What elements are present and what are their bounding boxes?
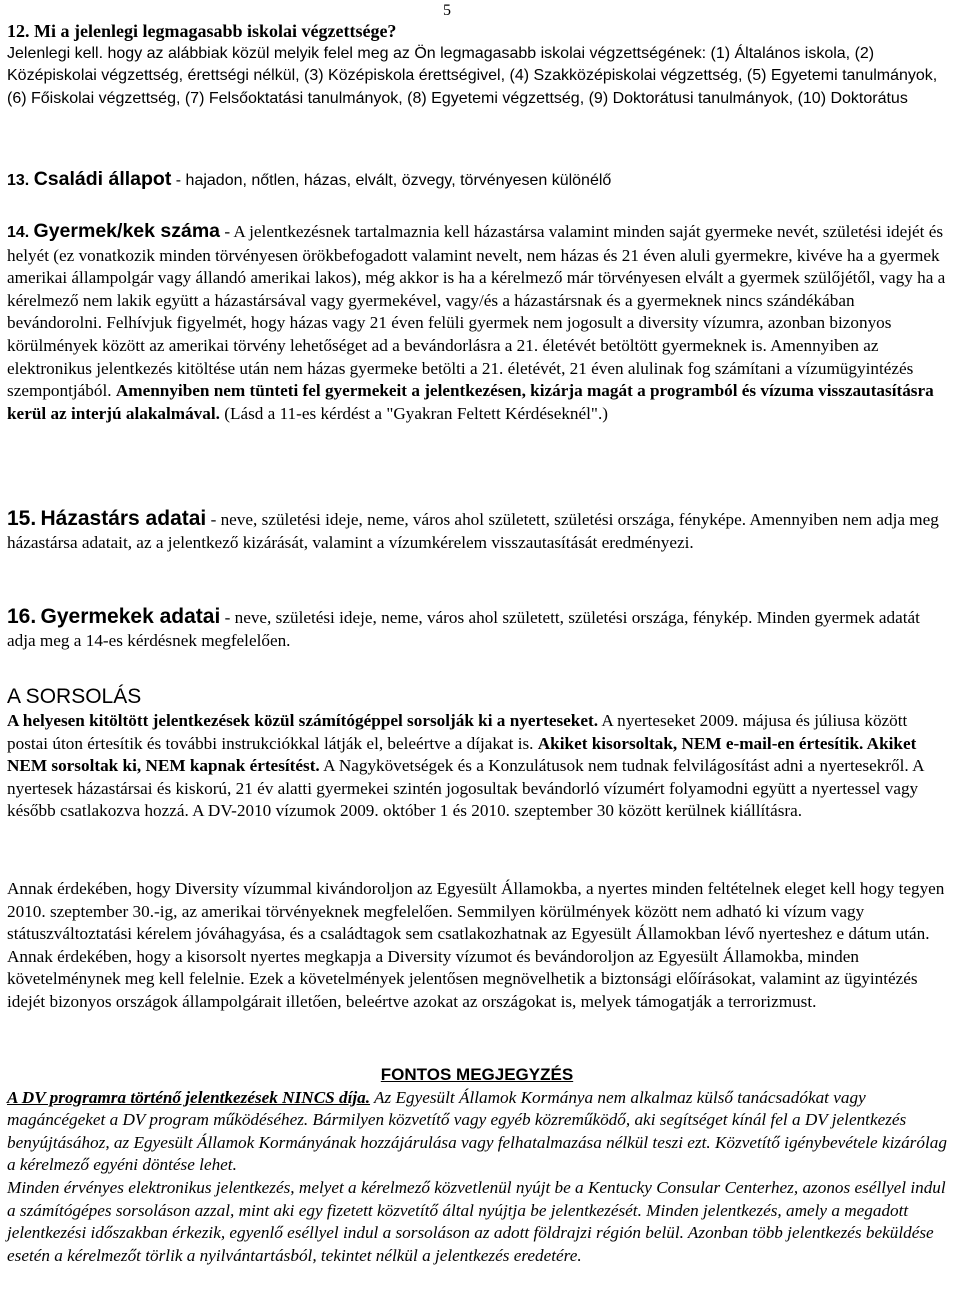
question-14-number: 14.	[7, 224, 30, 241]
question-16-title: Gyermekek adatai	[40, 605, 221, 628]
lottery-section	[7, 684, 947, 823]
important-note-heading: FONTOS MEGJEGYZÉS	[380, 1065, 574, 1084]
lottery-heading: A SORSOLÁS	[7, 685, 142, 708]
important-note-lead: A DV programra történő jelentkezések NINCS díja.	[7, 1087, 371, 1107]
question-15-body: - neve, születési ideje, neme, város ahol született, születési országa, fényképe. Amennyiben nem adja meg házastársa adatait, az a jelentkező kizárását, valamint a vízumkérelem visszautasítását eredményezi.	[7, 510, 939, 552]
important-note-text-2: Minden érvényes elektronikus jelentkezés, melyet a kérelmező közvetlenül nyújt be a Kentucky Consular Centerhez, azonos eséllyel indul a számítógépes sorsoláson azzal, mint aki egy fizetett közvetítő által nyújtja be jelentkezését. Minden jelentkezés, amely a megadott jelentkezési időszakban érkezik, egyenlő eséllyel indul a sorsoláson az adott földrajzi régión belül. Azonban több jelentkezés beküldése esetén a kérelmezőt törlik a nyilvántartásból, tekintet nélkül a jelentkezés eredetére.	[7, 1177, 946, 1265]
question-13	[7, 168, 947, 193]
question-12-title: 12. Mi a jelenlegi legmagasabb iskolai végzettsége?	[7, 21, 397, 41]
question-14-body: - A jelentkezésnek tartalmaznia kell házastársa valamint minden saját gyermeke nevét, születési idejét és helyét (ez vonatkozik minden törvényesen örökbefogadott valamint nevelt, nem házas és 21 éven aluli gyermekre, kivéve ha a gyermek amerikai állampolgár vagy állandó amerikai lakos), még akkor is ha a kérelmező már törvényesen elvált a gyermek szülőjétől, vagy ha a kérelmező nem lakik együtt a házastársával vagy gyermekével, vagy/és a házastársnak és a gyermeknek nincs szándékában bevándorolni. Felhívjuk figyelmét, hogy házas vagy 21 éven felüli gyermek nem jogosult a diversity vízumra, azonban bizonyos körülmények között az amerikai törvény lehetőséget ad a bevándorlásra a 21. életévét betöltött gyermeknek is. Amennyiben az elektronikus jelentkezés kitöltése után nem házas gyermeke betölti a 21. életévét, 21 éven alulinak fog számítani a vízumügyintézés szempontjából.	[7, 222, 946, 401]
question-14	[7, 220, 947, 425]
lottery-bold-1: A helyesen kitöltött jelentkezések közül számítógéppel sorsolják ki a nyerteseket.	[7, 711, 598, 730]
question-14-title: Gyermek/kek száma	[33, 220, 221, 242]
lottery-bold-2: Akiket kisorsoltak, NEM e-mail-en értesítik. Akiket NEM sorsoltak ki, NEM kapnak értesítést.	[7, 733, 917, 776]
important-note-text-1: Az Egyesült Államok Kormánya nem alkalmaz külső tanácsadókat vagy magáncégeket a DV program működéséhez. Bármilyen közvetítő vagy egyéb közreműködő, aki segítséget kínál fel a DV jelentkezés benyújtásához, az Egyesült Államok Kormányának hozzájárulása vagy felhatalmazása nélkül teszi ezt. Közvetítő igénybevétele kizárólag a kérelmező egyéni döntése lehet.	[7, 1087, 947, 1175]
question-14-reference: (Lásd a 11-es kérdést a "Gyakran Feltett Kérdéseknél".)	[219, 403, 608, 423]
question-15	[7, 508, 947, 554]
question-14-warning: Amennyiben nem tünteti fel gyermekeit a jelentkezésen, kizárja magát a programból és vízuma visszautasításra kerül az interjú alakalmával.	[7, 381, 934, 423]
question-16-body: - neve, születési ideje, neme, város ahol született, születési országa, fénykép. Minden gyermek adatát adja meg a 14-es kérdésnek megfelelően.	[7, 608, 920, 650]
question-12	[7, 20, 947, 111]
question-15-number: 15.	[7, 507, 37, 530]
question-13-title: Családi állapot	[33, 168, 172, 190]
question-13-body: - hajadon, nőtlen, házas, elvált, özvegy, törvényesen különélő	[171, 172, 612, 189]
page-number: 5	[443, 2, 451, 19]
lottery-text-2: A Nagykövetségek és a Konzulátusok nem tudnak felvilágosítást adni a nyertesekről. A nyertesek házastársai és kiskorú, 21 év alatti gyermekei szintén jogosultak bevándorló vízumért folyamodni együtt a nyertessel vagy később csatlakozva hozzá. A DV-2010 vízumok 2009. október 1 és 2010. szeptember 30 között kerülnek kiállításra.	[7, 756, 924, 821]
lottery-paragraph-2-text: Annak érdekében, hogy Diversity vízummal kivándoroljon az Egyesült Államokba, a nyertes minden feltételnek eleget kell hogy tegyen 2010. szeptember 30.-ig, az amerikai törvényeknek megfelelően. Semmilyen körülmények között nem adható ki vízum vagy státuszváltoztatási kérelem jóváhagyása, és a családtagok sem csatlakozhatnak az Egyesült Államokban lévő nyerteshez e dátum után. Annak érdekében, hogy a kisorsolt nyertes megkapja a Diversity vízumot és bevándoroljon az Egyesült Államokba, minden követelménynek meg kell felelnie. Ezek a követelmények jelentősen megnövelhetik a biztonsági előírásokat, valamint az ügyintézés idejét bizonyos országok állampolgárait illetően, beleértve azokat az országokat is, melyek támogatják a terrorizmust.	[7, 879, 945, 1011]
question-16-number: 16.	[7, 605, 37, 628]
important-note	[7, 1064, 947, 1267]
question-15-title: Házastárs adatai	[40, 507, 207, 530]
lottery-text-1: A nyerteseket 2009. májusa és júliusa között postai úton értesítik és további instrukciókkal látják el, beleértve a díjakat is.	[7, 711, 908, 753]
question-13-number: 13.	[7, 172, 30, 189]
lottery-paragraph-2	[7, 878, 947, 1014]
question-16	[7, 606, 947, 652]
question-12-body: Jelenlegi kell. hogy az alábbiak közül melyik felel meg az Ön legmagasabb iskolai végzettségének: (1) Általános iskola, (2) Középiskolai végzettség, érettségi nélkül, (3) Középiskola érettségivel, (4) Szakközépiskolai végzettség, (5) Egyetemi tanulmányok, (6) Főiskolai végzettség, (7) Felsőoktatási tanulmányok, (8) Egyetemi végzettség, (9) Doktorátusi tanulmányok, (10) Doktorátus	[7, 44, 938, 108]
